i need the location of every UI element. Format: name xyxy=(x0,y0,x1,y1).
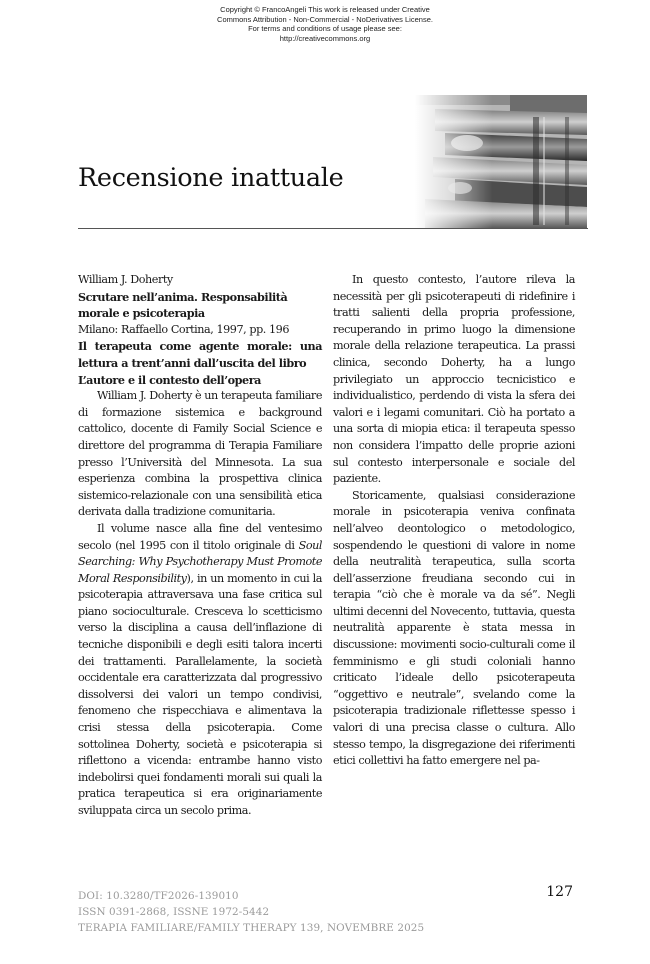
body-paragraph: William J. Doherty è un terapeuta familiare di formazione sistemica e background cattolico, docente di Family Social Science e direttore del programma di Terapia Familiare presso l’Università del Minnesota. La sua esperienza combina la prospettiva clinica sistemico-relazionale con una sensibilità etica derivata dalla tradizione comunitaria. xyxy=(78,389,322,519)
body-paragraph xyxy=(78,521,322,820)
review-book-title: Scrutare nell’anima. Responsabilità morale e psicoterapia xyxy=(78,289,288,321)
paragraph-text: Il volume nasce alla fine del ventesimo secolo (nel 1995 con il titolo originale di xyxy=(78,521,322,552)
footer-doi: DOI: 10.3280/TF2026-139010 xyxy=(78,890,239,902)
footer-journal: TERAPIA FAMILIARE/FAMILY THERAPY 139, NOVEMBRE 2025 xyxy=(78,922,425,934)
left-column xyxy=(78,272,322,820)
footer-issn: ISSN 0391-2868, ISSNE 1972-5442 xyxy=(78,906,270,918)
page-number: 127 xyxy=(546,884,573,900)
section-title: Recensione inattuale xyxy=(78,163,344,193)
article-title: Il terapeuta come agente morale: una lettura a trent’anni dall’uscita del libro xyxy=(78,339,322,370)
copyright-notice xyxy=(0,5,650,43)
books-photo xyxy=(415,95,587,228)
original-title-italic: Soul Searching: Why Psychotherapy Must Promote Moral Responsibility xyxy=(78,538,322,585)
review-author: William J. Doherty xyxy=(78,273,173,286)
subsection-title: L’autore e il contesto dell’opera xyxy=(78,372,261,387)
copyright-line: Copyright © FrancoAngeli This work is released under Creative xyxy=(220,5,430,14)
copyright-line: For terms and conditions of usage please see: xyxy=(248,24,402,33)
right-column xyxy=(333,272,575,770)
page-footer xyxy=(78,888,574,936)
paragraph-text: ), in un momento in cui la psicoterapia attraversava una fase critica sul piano socioculturale. Cresceva lo scetticismo verso la disciplina a causa dell’inflazione di tecniche disponibili e degli esiti talora incerti dei trattamenti. Parallelamente, la società occidentale era caratterizzata dal progressivo dissolversi dei valori un tempo condivisi, fenomeno che rispecchiava e alimentava la crisi stessa della psicoterapia. Come sottolinea Doherty, società e psicoterapia si riflettono a vicenda: entrambe hanno visto indebolirsi quei fondamenti morali sui quali la pratica terapeutica si era originariamente sviluppata circa un secolo prima. xyxy=(78,571,323,817)
title-divider xyxy=(78,228,588,229)
body-paragraph: In questo contesto, l’autore rileva la necessità per gli psicoterapeuti di ridefinire i tratti salienti della propria professione, recuperando in primo luogo la dimensione morale della relazione terapeutica. La prassi clinica, secondo Doherty, ha a lungo privilegiato un approccio tecnicistico e individualistico, perdendo di vista la sfera dei valori e i legami comunitari. Ciò ha portato a una sorta di miopia etica: il terapeuta spesso non considera l’impatto delle proprie azioni sul contesto interpersonale e sociale del paziente. xyxy=(333,273,575,486)
body-paragraph: Storicamente, qualsiasi considerazione morale in psicoterapia veniva confinata nell’alveo deontologico o metodologico, sospendendo le questioni di valore in nome della neutralità terapeutica, sulla scorta dell’asserzione freudiana secondo cui in terapia “ciò che è morale va da sé”. Negli ultimi decenni del Novecento, tuttavia, questa neutralità apparente è stata messa in discussione: movimenti socio-culturali come il femminismo e gli studi coloniali hanno criticato l’ideale dello psicoterapeuta “oggettivo e neutrale”, svelando come la psicoterapia tradizionale riflettesse spesso i valori di una precisa classe o cultura. Allo stesso tempo, la disgregazione dei riferimenti etici collettivi ha fatto emergere nel pa- xyxy=(333,488,575,768)
copyright-line: Commons Attribution - Non-Commercial - NoDerivatives License. xyxy=(217,14,433,24)
review-publisher: Milano: Raffaello Cortina, 1997, pp. 196 xyxy=(78,322,289,336)
copyright-link[interactable]: http://creativecommons.org xyxy=(279,33,371,43)
